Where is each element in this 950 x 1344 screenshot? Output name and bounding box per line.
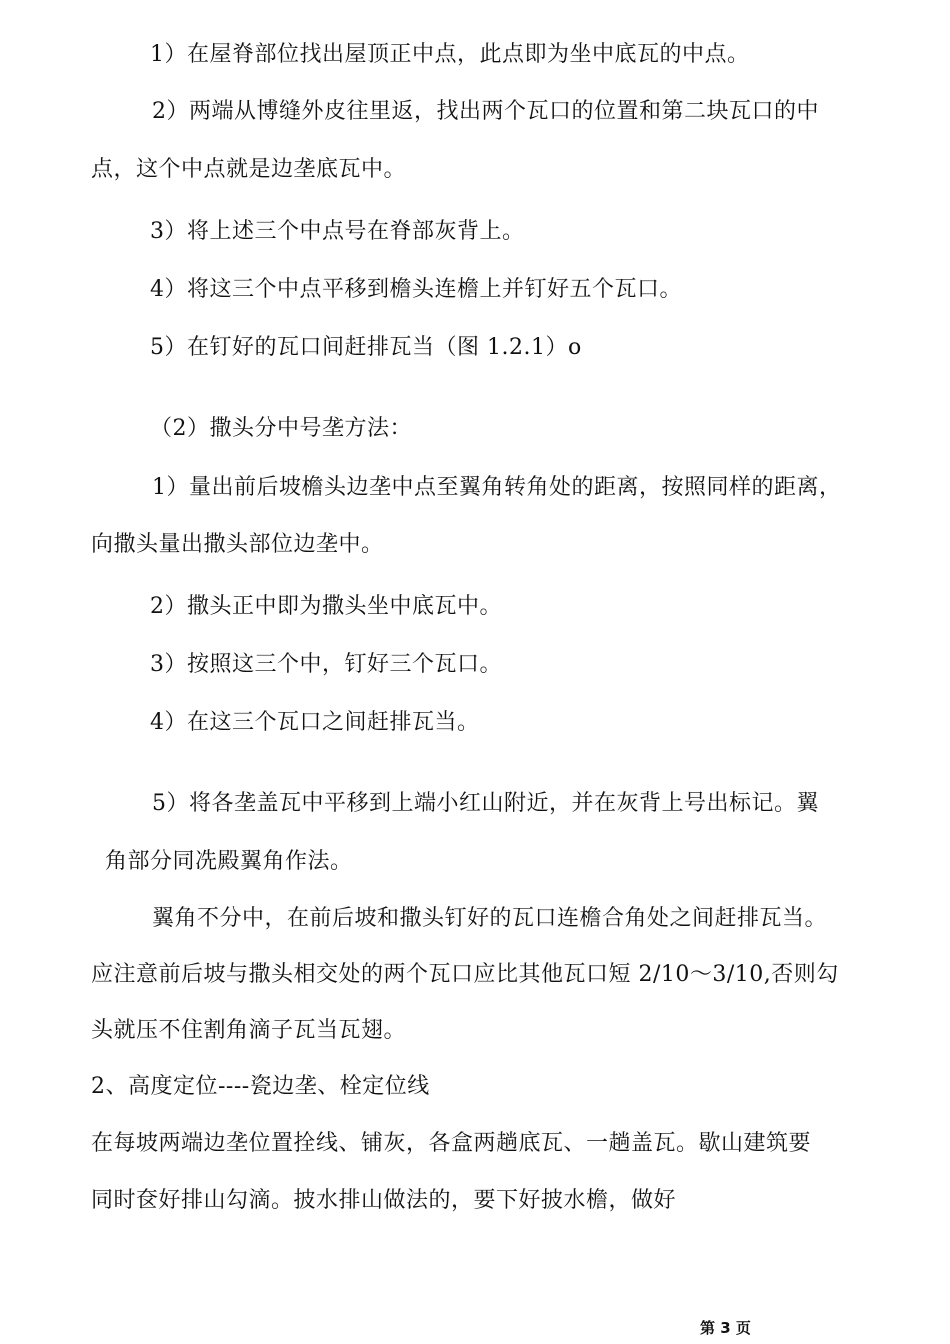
text-line: 应注意前后坡与撒头相交处的两个瓦口应比其他瓦口短 2/10〜3/10,否则勾 xyxy=(91,962,839,987)
text-line: 3）按照这三个中，钉好三个瓦口。 xyxy=(150,652,502,677)
text-line: 角部分同冼殿翼角作法。 xyxy=(105,849,353,874)
text-line: 1）量出前后坡檐头边垄中点至翼角转角处的距离，按照同样的距离， xyxy=(152,475,842,500)
text-line: 同时奁好排山勾滴。披水排山做法的，要下好披水檐，做好 xyxy=(91,1188,677,1213)
text-line: 翼角不分中，在前后坡和撒头钉好的瓦口连檐合角处之间赶排瓦当。 xyxy=(152,906,828,931)
page-number: 第 3 页 xyxy=(700,1319,751,1337)
text-line: 2）撒头正中即为撒头坐中底瓦中。 xyxy=(150,594,502,619)
text-line: 点，这个中点就是边垄底瓦中。 xyxy=(91,157,407,182)
text-line: 2）两端从博缝外皮往里返，找出两个瓦口的位置和第二块瓦口的中 xyxy=(152,99,819,124)
text-line: 5）将各垄盖瓦中平移到上端小红山附近，并在灰背上号出标记。翼 xyxy=(152,791,819,816)
text-line: 在每坡两端边垄位置拴线、铺灰，各盒两趟底瓦、一趟盖瓦。歇山建筑要 xyxy=(91,1131,812,1156)
text-line: 4）将这三个中点平移到檐头连檐上并钉好五个瓦口。 xyxy=(150,277,682,302)
text-line: 头就压不住割角滴子瓦当瓦翅。 xyxy=(91,1018,407,1043)
section-heading: （2）撒头分中号垄方法： xyxy=(150,416,412,441)
text-line: 4）在这三个瓦口之间赶排瓦当。 xyxy=(150,710,480,735)
text-line: 5）在钉好的瓦口间赶排瓦当（图 1.2.1）o xyxy=(150,335,582,360)
text-line: 向撒头量出撒头部位边垄中。 xyxy=(91,532,384,557)
text-line: 1）在屋脊部位找出屋顶正中点，此点即为坐中底瓦的中点。 xyxy=(150,42,750,67)
section-heading: 2、高度定位----瓷边垄、栓定位线 xyxy=(91,1074,430,1099)
text-line: 3）将上述三个中点号在脊部灰背上。 xyxy=(150,219,525,244)
